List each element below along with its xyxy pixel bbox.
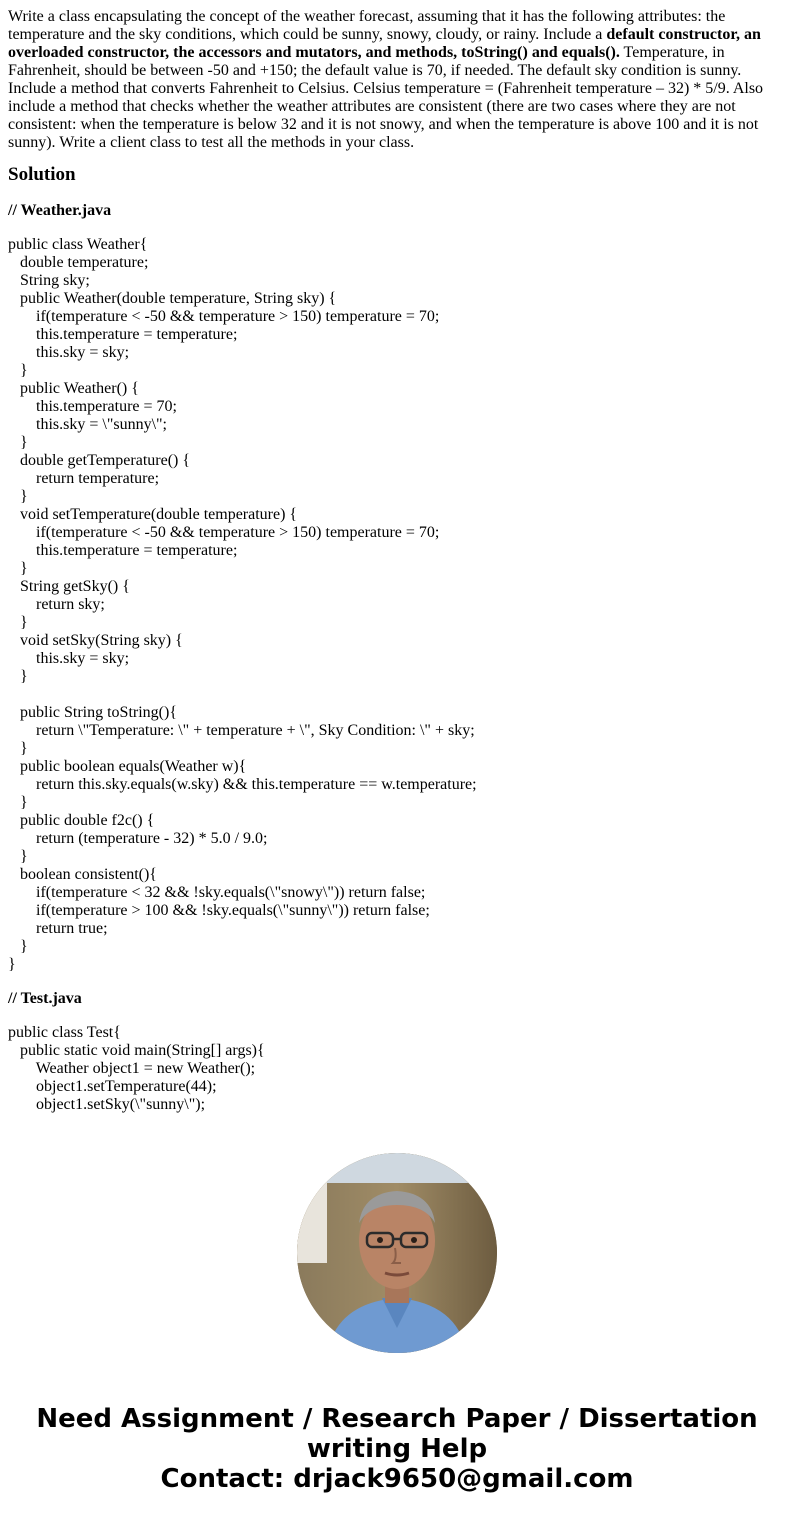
code-line: this.temperature = temperature;	[8, 542, 238, 559]
code-line: public Weather(double temperature, String sky) {	[8, 290, 337, 307]
test-code-block	[8, 1024, 778, 1114]
code-line: }	[8, 560, 28, 577]
code-line: String sky;	[8, 272, 90, 289]
code-line: if(temperature < -50 && temperature > 150) temperature = 70;	[8, 308, 440, 325]
weather-file-heading: // Weather.java	[8, 202, 112, 219]
code-line: this.sky = sky;	[8, 650, 130, 667]
code-line: this.temperature = 70;	[8, 398, 177, 415]
code-line: public class Weather{	[8, 236, 148, 253]
question-text	[8, 8, 778, 152]
solution-heading: Solution	[8, 164, 76, 185]
code-line	[8, 686, 778, 704]
code-line: object1.setTemperature(44);	[8, 1078, 217, 1095]
code-line: public static void main(String[] args){	[8, 1042, 265, 1059]
code-line: String getSky() {	[8, 578, 130, 595]
promo-banner	[0, 1404, 794, 1494]
code-line: if(temperature > 100 && !sky.equals(\"sunny\")) return false;	[8, 902, 430, 919]
code-line: object1.setSky(\"sunny\");	[8, 1096, 206, 1113]
author-avatar	[297, 1153, 497, 1353]
code-line: }	[8, 668, 28, 685]
code-line: if(temperature < 32 && !sky.equals(\"snowy\")) return false;	[8, 884, 426, 901]
test-file-heading: // Test.java	[8, 990, 82, 1007]
code-line: this.temperature = temperature;	[8, 326, 238, 343]
code-line: }	[8, 434, 28, 451]
code-line: return \"Temperature: \" + temperature + \", Sky Condition: \" + sky;	[8, 722, 475, 739]
code-line: public String toString(){	[8, 704, 178, 721]
code-line: void setTemperature(double temperature) {	[8, 506, 298, 523]
code-line: }	[8, 794, 28, 811]
code-line: return true;	[8, 920, 108, 937]
code-line: public double f2c() {	[8, 812, 155, 829]
code-line: }	[8, 956, 16, 973]
code-line: this.sky = sky;	[8, 344, 130, 361]
code-line: boolean consistent(){	[8, 866, 157, 883]
code-line: return sky;	[8, 596, 105, 613]
code-line: double temperature;	[8, 254, 149, 271]
promo-line-2: writing Help	[306, 1434, 488, 1464]
author-photo-icon	[297, 1153, 497, 1353]
code-line: Weather object1 = new Weather();	[8, 1060, 256, 1077]
question-bold: default constructor, an overloaded constructor, the accessors and mutators, and methods, toString() and equals().	[8, 26, 761, 61]
code-line: public Weather() {	[8, 380, 139, 397]
code-line: return temperature;	[8, 470, 160, 487]
code-line: this.sky = \"sunny\";	[8, 416, 167, 433]
weather-code-block	[8, 236, 778, 974]
promo-line-1: Need Assignment / Research Paper / Dissertation	[36, 1404, 758, 1434]
code-line: }	[8, 848, 28, 865]
code-line: double getTemperature() {	[8, 452, 191, 469]
code-line: return (temperature - 32) * 5.0 / 9.0;	[8, 830, 268, 847]
code-line: }	[8, 362, 28, 379]
code-line: return this.sky.equals(w.sky) && this.temperature == w.temperature;	[8, 776, 477, 793]
code-line: void setSky(String sky) {	[8, 632, 183, 649]
question-part-1: Write a class encapsulating the concept of the weather forecast, assuming that it has the following attributes: the temperature and the sky conditions, which could be sunny, snowy, cloudy, or rainy. Include a	[8, 8, 726, 43]
promo-contact: Contact: drjack9650@gmail.com	[160, 1464, 634, 1494]
code-line: }	[8, 488, 28, 505]
question-part-2: Temperature, in Fahrenheit, should be between -50 and +150; the default value is 70, if needed. The default sky condition is sunny. Include a method that converts Fahrenheit to Celsius. Celsius temperature = (Fahrenheit temperature – 32) * 5/9. Also include a method that checks whether the weather attributes are consistent (there are two cases where they are not consistent: when the temperature is below 32 and it is not snowy, and when the temperature is above 100 and it is not sunny). Write a client class to test all the methods in your class.	[8, 44, 764, 151]
code-line: if(temperature < -50 && temperature > 150) temperature = 70;	[8, 524, 440, 541]
code-line: }	[8, 614, 28, 631]
article	[8, 8, 778, 1130]
code-line: public class Test{	[8, 1024, 121, 1041]
code-line: }	[8, 740, 28, 757]
code-line: public boolean equals(Weather w){	[8, 758, 247, 775]
code-line: }	[8, 938, 28, 955]
